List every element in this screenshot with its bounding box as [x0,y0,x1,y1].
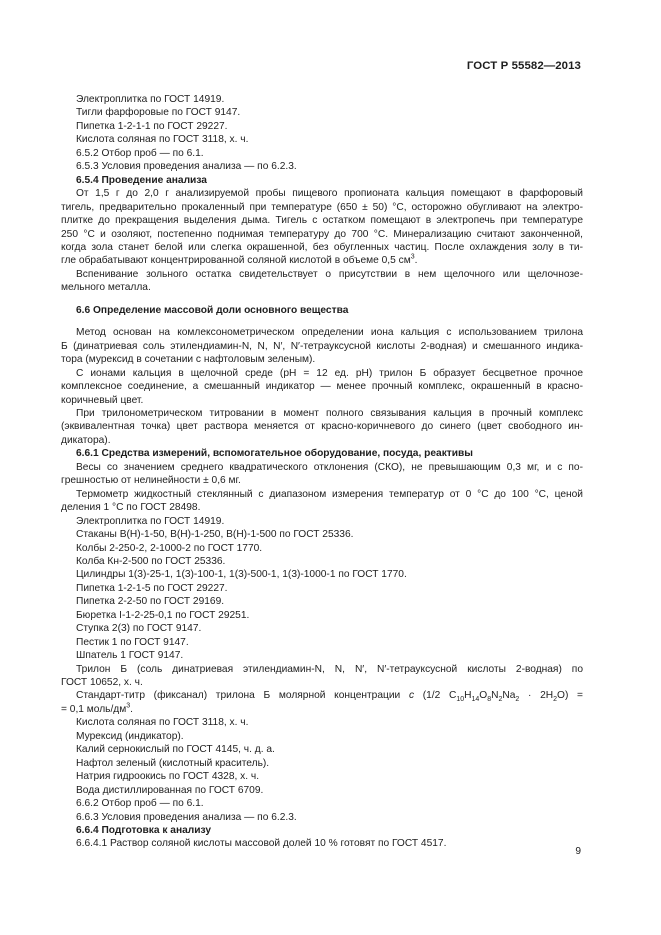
text-line: дикатора). [61,434,111,446]
text-line: Пипетка 1-2-1-5 по ГОСТ 29227. [76,582,228,594]
text-line: Термометр жидкостный стеклянный с диапазоном измерения температур от 0 °С до 100 °С, ценой [76,488,583,500]
text-line: комплексное соединение, а смешанный индикатор — менее прочный комплекс, окрашенный в красно- [61,381,583,393]
text-line: Метод основан на комлексонометрическом определении иона кальция с использованием трилона [76,327,583,339]
section-heading: 6.5.4 Проведение анализа [76,174,207,186]
text-line: Электроплитка по ГОСТ 14919. [76,94,225,105]
text-line: 6.5.3 Условия проведения анализа — по 6.2.3. [76,161,297,173]
text-line: Весы со значением среднего квадратического отклонения (СКО), не превышающим 0,3 мг, и с по- [76,461,583,473]
text-line: (эквивалентная точка) цвет раствора меняется от красно-коричневого до синего (цвет свободного ин- [61,421,583,433]
text-line: Натрия гидроокись по ГОСТ 4328, х. ч. [76,771,260,783]
page-number: 9 [575,846,581,857]
text-line: = 0,1 моль/$дм^3$. [61,702,133,715]
text-line: деления 1 °С по ГОСТ 28498. [61,502,201,514]
text-line: Кислота соляная по ГОСТ 3118, х. ч. [76,717,249,729]
text-line: Пипетка 1-2-1-1 по ГОСТ 29227. [76,120,228,132]
standard-header: ГОСТ Р 55582—2013 [466,60,581,72]
text-line: плитке до прекращения выделения дыма. Тигель с остатком помещают в электропечь при температуре [61,215,583,227]
text-line: когда зола станет белой или слегка окрашенной, без обугленных частиц. После охлаждения золу в ти- [61,241,583,253]
document-body [61,93,583,851]
text-line: Трилон Б (соль динатриевая этилендиамин-N, N, N′, N′-тетрауксусной кислоты 2-водная) по [76,663,583,675]
text-line: Кислота соляная по ГОСТ 3118, х. ч. [76,134,249,146]
section-heading: 6.6 Определение массовой доли основного вещества [76,304,349,316]
text-line: тигель, предварительно прокаленный при температуре (650 ± 50) °С, осторожно обугливают на электро- [61,201,583,213]
text-line: При трилонометрическом титровании в момент полного связывания кальция в прочный комплекс [76,407,583,419]
text-line: Пипетка 2-2-50 по ГОСТ 29169. [76,596,225,608]
text-line: гле обрабатывают концентрированной соляной кислотой в объеме 0,5 $см^3$. [61,254,418,267]
text-line: Бюретка I-1-2-25-0,1 по ГОСТ 29251. [76,609,250,621]
text-line: Тигли фарфоровые по ГОСТ 9147. [76,107,241,119]
text-line: Вспенивание зольного остатка свидетельствует о присутствии в нем щелочного или щелочнозе- [76,268,583,280]
text-line: Шпатель 1 ГОСТ 9147. [76,650,184,662]
text-line: 6.6.4.1 Раствор соляной кислоты массовой долей 10 % готовят по ГОСТ 4517. [76,838,447,850]
text-line: Нафтол зеленый (кислотный краситель). [76,757,270,769]
section-heading: 6.6.4 Подготовка к анализу [76,825,212,837]
text-line: С ионами кальция в щелочной среде (pH = 12 ед. pH) трилон Б образует бесцветное прочное [76,367,583,379]
text-line: Б (динатриевая соль этилендиамин-N, N, N′, N′-тетрауксусной кислоты 2-водная) и смешанного индика- [61,340,583,352]
text-line: От 1,5 г до 2,0 г анализируемой пробы пищевого пропионата кальция помещают в фарфоровый [76,188,583,200]
text-line: 6.5.2 Отбор проб — по 6.1. [76,147,204,159]
formula-line: Стандарт-титр (фиксанал) трилона Б молярной концентрации c (1/2 $C_{10}H_{14}O_8N_2Na_2 \cdot 2H_2O$) = [76,690,583,704]
text-line: Ступка 2(3) по ГОСТ 9147. [76,623,202,635]
text-line: ГОСТ 10652, х. ч. [61,677,143,689]
text-line: Калий сернокислый по ГОСТ 4145, ч. д. а. [76,744,275,756]
text-line: мельного металла. [61,282,151,294]
text-line: тора (мурексид в сочетании с нафтоловым зеленым). [61,354,316,366]
text-line: 250 °С и озоляют, постепенно поднимая температуру до 700 °С. Минерализацию считают законченной, [61,228,583,240]
text-line: грешностью от нелинейности ± 0,6 мг. [61,475,241,487]
text-line: Стаканы В(Н)-1-50, В(Н)-1-250, В(Н)-1-500 по ГОСТ 25336. [76,529,354,541]
text-line: Вода дистиллированная по ГОСТ 6709. [76,784,264,796]
text-line: Колбы 2-250-2, 2-1000-2 по ГОСТ 1770. [76,542,263,554]
text-line: Электроплитка по ГОСТ 14919. [76,515,225,527]
text-line: Цилиндры 1(3)-25-1, 1(3)-100-1, 1(3)-500-1, 1(3)-1000-1 по ГОСТ 1770. [76,569,407,581]
section-heading: 6.6.1 Средства измерений, вспомогательное оборудование, посуда, реактивы [76,448,474,460]
text-line: Пестик 1 по ГОСТ 9147. [76,636,189,648]
text-line: Мурексид (индикатор). [76,730,184,742]
text-line: 6.6.2 Отбор проб — по 6.1. [76,798,204,810]
text-line: Колба Кн-2-500 по ГОСТ 25336. [76,555,226,567]
text-line: 6.6.3 Условия проведения анализа — по 6.2.3. [76,811,297,823]
text-line: коричневый цвет. [61,394,144,406]
